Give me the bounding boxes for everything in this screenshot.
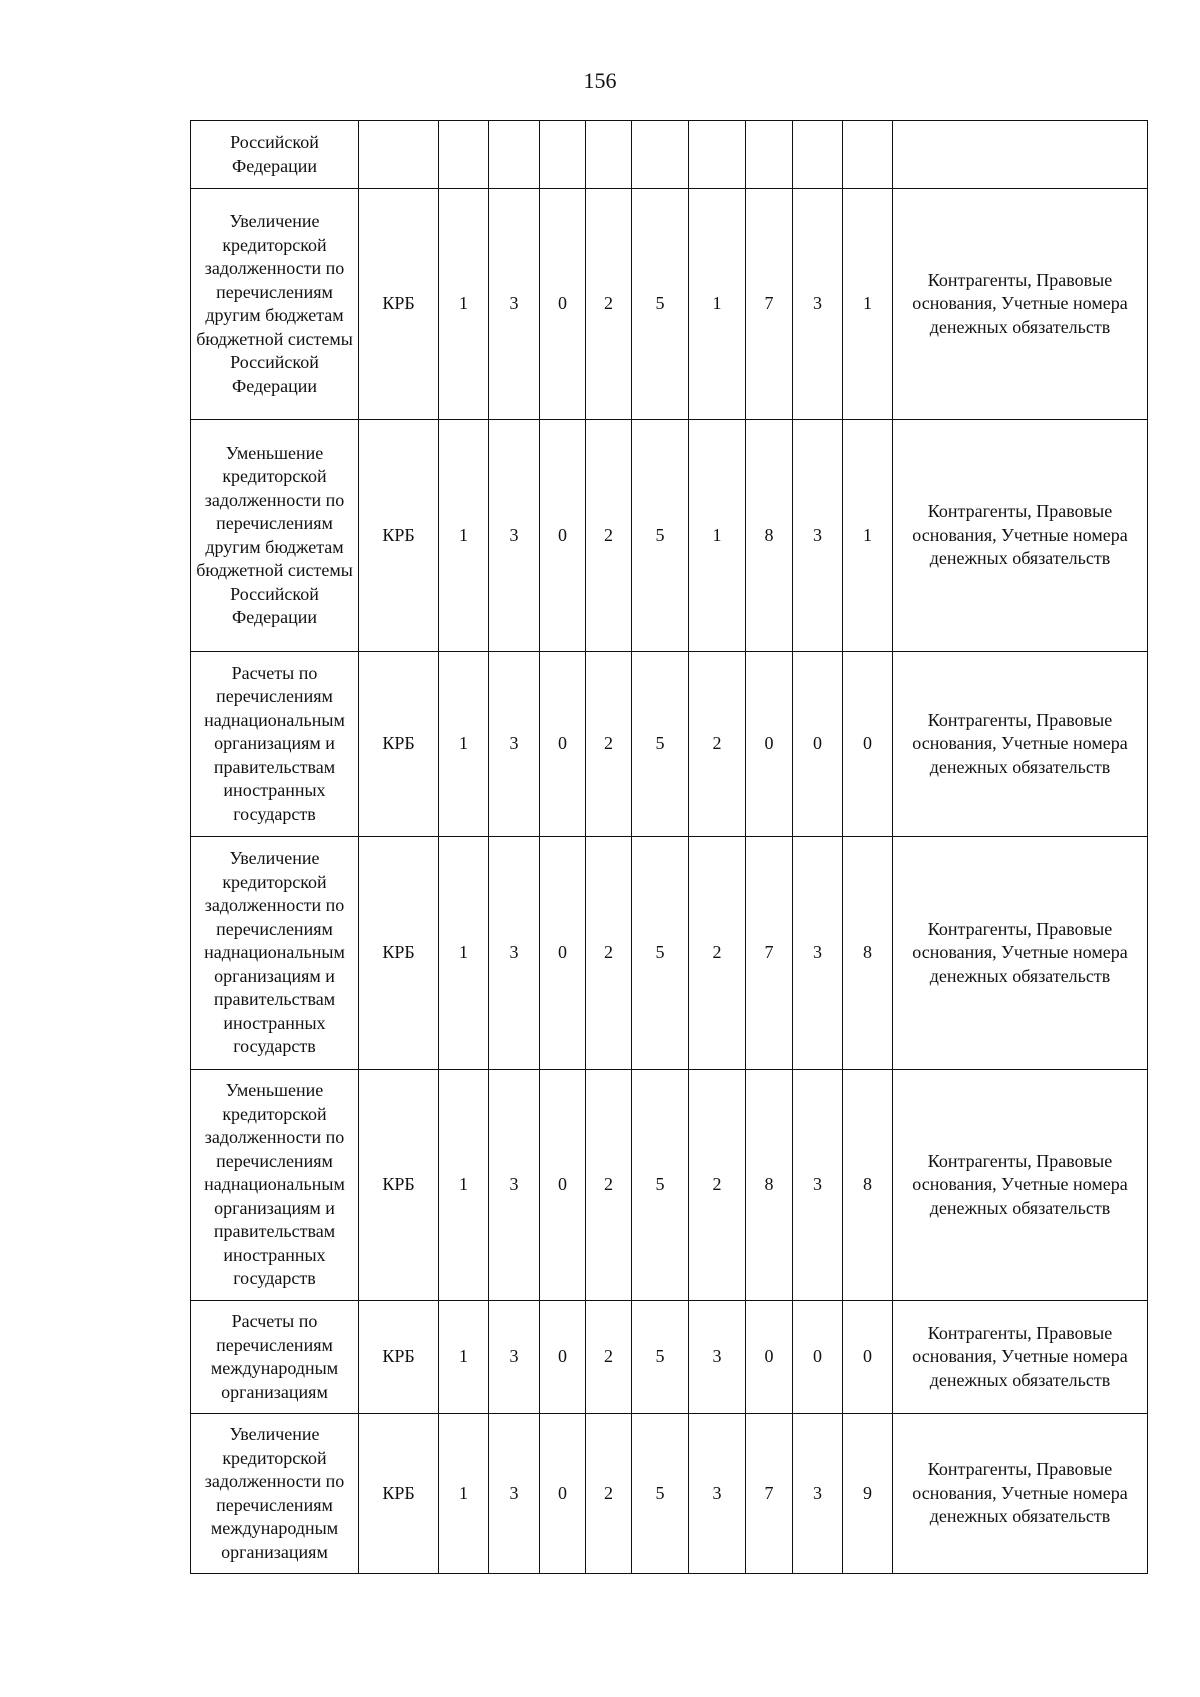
account-digit-cell: 3	[793, 189, 843, 420]
account-digit-cell: 1	[439, 837, 489, 1070]
account-digit-cell	[489, 121, 540, 189]
account-digit-cell: 2	[689, 1070, 746, 1301]
account-digit-cell: 3	[489, 652, 540, 837]
account-digit-cell: 2	[586, 652, 632, 837]
account-digit-cell	[586, 121, 632, 189]
account-digit-cell: 1	[843, 189, 893, 420]
account-digit-cell: 1	[439, 189, 489, 420]
account-digit-cell: 2	[586, 1414, 632, 1574]
account-kind-cell: КРБ	[359, 189, 439, 420]
account-digit-cell: 3	[489, 1070, 540, 1301]
account-digit-cell: 5	[632, 1414, 689, 1574]
account-digit-cell: 3	[793, 1070, 843, 1301]
account-digit-cell: 3	[489, 837, 540, 1070]
account-digit-cell: 3	[689, 1301, 746, 1414]
account-digit-cell: 0	[540, 189, 586, 420]
account-kind-cell: КРБ	[359, 1070, 439, 1301]
account-name-cell: Уменьшение кредиторской задолженности по перечислениям другим бюджетам бюджетной системы Российской Федерации	[191, 420, 359, 652]
account-digit-cell: 3	[793, 420, 843, 652]
account-digit-cell: 1	[439, 420, 489, 652]
account-digit-cell	[632, 121, 689, 189]
account-digit-cell: 0	[746, 1301, 793, 1414]
account-digit-cell: 0	[746, 652, 793, 837]
account-kind-cell: КРБ	[359, 1414, 439, 1574]
analytic-attributes-cell: Контрагенты, Правовые основания, Учетные номера денежных обязательств	[893, 1301, 1148, 1414]
analytic-attributes-cell	[893, 121, 1148, 189]
table-row	[191, 420, 1148, 652]
analytic-attributes-cell: Контрагенты, Правовые основания, Учетные номера денежных обязательств	[893, 1414, 1148, 1574]
analytic-attributes-cell: Контрагенты, Правовые основания, Учетные номера денежных обязательств	[893, 652, 1148, 837]
page-number: 156	[583, 68, 617, 93]
account-kind-cell: КРБ	[359, 420, 439, 652]
account-digit-cell: 2	[586, 189, 632, 420]
account-digit-cell: 0	[540, 652, 586, 837]
account-digit-cell: 0	[540, 1301, 586, 1414]
analytic-attributes-cell: Контрагенты, Правовые основания, Учетные номера денежных обязательств	[893, 1070, 1148, 1301]
account-digit-cell: 0	[540, 1070, 586, 1301]
account-digit-cell: 8	[746, 1070, 793, 1301]
account-digit-cell: 2	[586, 420, 632, 652]
account-digit-cell: 2	[586, 837, 632, 1070]
account-digit-cell	[689, 121, 746, 189]
account-digit-cell: 0	[540, 1414, 586, 1574]
analytic-attributes-cell: Контрагенты, Правовые основания, Учетные номера денежных обязательств	[893, 420, 1148, 652]
account-digit-cell: 0	[843, 1301, 893, 1414]
account-digit-cell: 2	[586, 1070, 632, 1301]
account-name-cell: Расчеты по перечислениям международным организациям	[191, 1301, 359, 1414]
account-digit-cell: 2	[689, 837, 746, 1070]
analytic-attributes-cell: Контрагенты, Правовые основания, Учетные номера денежных обязательств	[893, 189, 1148, 420]
analytic-attributes-cell: Контрагенты, Правовые основания, Учетные номера денежных обязательств	[893, 837, 1148, 1070]
account-digit-cell: 0	[793, 652, 843, 837]
account-digit-cell: 5	[632, 652, 689, 837]
account-digit-cell: 5	[632, 1301, 689, 1414]
table-row	[191, 1070, 1148, 1301]
account-digit-cell: 2	[689, 652, 746, 837]
account-digit-cell: 9	[843, 1414, 893, 1574]
account-name-cell: Увеличение кредиторской задолженности по перечислениям другим бюджетам бюджетной системы Российской Федерации	[191, 189, 359, 420]
account-digit-cell: 1	[689, 420, 746, 652]
table-row	[191, 1301, 1148, 1414]
account-digit-cell: 3	[489, 420, 540, 652]
account-digit-cell: 5	[632, 189, 689, 420]
account-digit-cell: 8	[746, 420, 793, 652]
account-name-cell: Российской Федерации	[191, 121, 359, 189]
table-row	[191, 121, 1148, 189]
account-digit-cell: 0	[843, 652, 893, 837]
table-row	[191, 652, 1148, 837]
account-name-cell: Расчеты по перечислениям наднациональным организациям и правительствам иностранных государств	[191, 652, 359, 837]
account-name-cell: Увеличение кредиторской задолженности по перечислениям наднациональным организациям и правительствам иностранных государств	[191, 837, 359, 1070]
account-digit-cell: 7	[746, 837, 793, 1070]
account-digit-cell	[540, 121, 586, 189]
account-digit-cell: 3	[489, 1301, 540, 1414]
account-digit-cell	[793, 121, 843, 189]
table-row	[191, 837, 1148, 1070]
account-digit-cell: 0	[540, 837, 586, 1070]
account-digit-cell: 8	[843, 1070, 893, 1301]
account-digit-cell: 0	[793, 1301, 843, 1414]
account-digit-cell: 0	[540, 420, 586, 652]
account-digit-cell: 1	[439, 1414, 489, 1574]
account-digit-cell: 7	[746, 189, 793, 420]
account-digit-cell: 8	[843, 837, 893, 1070]
account-digit-cell: 1	[439, 652, 489, 837]
account-name-cell: Увеличение кредиторской задолженности по перечислениям международным организациям	[191, 1414, 359, 1574]
account-digit-cell: 3	[489, 189, 540, 420]
account-digit-cell: 1	[689, 189, 746, 420]
account-digit-cell: 5	[632, 420, 689, 652]
account-kind-cell: КРБ	[359, 837, 439, 1070]
table-row	[191, 1414, 1148, 1574]
table-row	[191, 189, 1148, 420]
account-digit-cell: 3	[793, 837, 843, 1070]
account-digit-cell: 2	[586, 1301, 632, 1414]
account-digit-cell: 3	[793, 1414, 843, 1574]
account-digit-cell: 1	[439, 1301, 489, 1414]
account-digit-cell: 3	[489, 1414, 540, 1574]
account-digit-cell: 7	[746, 1414, 793, 1574]
account-digit-cell: 5	[632, 1070, 689, 1301]
account-digit-cell	[746, 121, 793, 189]
account-digit-cell: 1	[439, 1070, 489, 1301]
account-kind-cell: КРБ	[359, 1301, 439, 1414]
account-kind-cell	[359, 121, 439, 189]
accounts-table	[190, 120, 1148, 1574]
account-digit-cell: 1	[843, 420, 893, 652]
account-digit-cell: 5	[632, 837, 689, 1070]
account-digit-cell	[843, 121, 893, 189]
account-digit-cell: 3	[689, 1414, 746, 1574]
account-kind-cell: КРБ	[359, 652, 439, 837]
account-name-cell: Уменьшение кредиторской задолженности по перечислениям наднациональным организациям и правительствам иностранных государств	[191, 1070, 359, 1301]
account-digit-cell	[439, 121, 489, 189]
